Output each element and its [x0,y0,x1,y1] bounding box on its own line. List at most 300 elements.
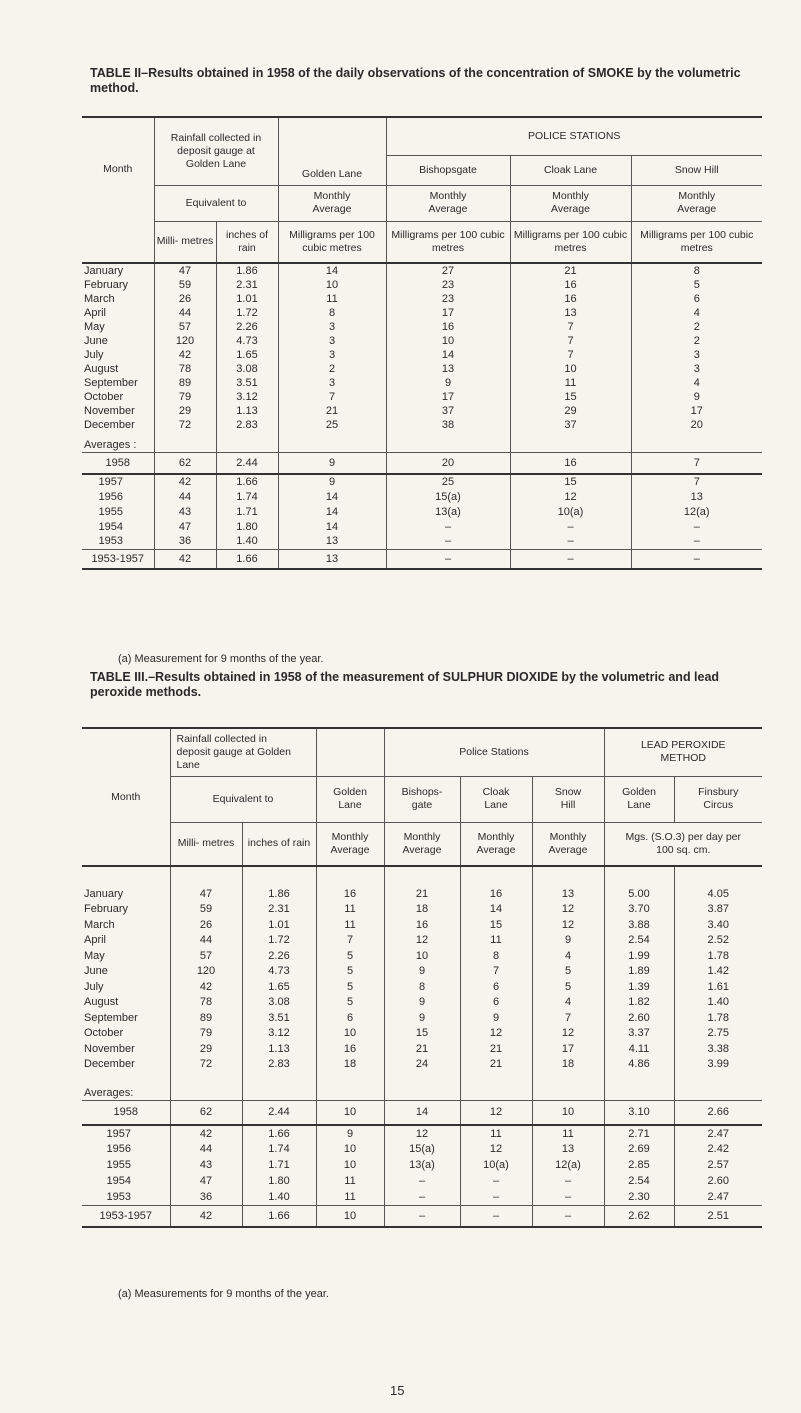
cell: 9 [316,1125,384,1141]
table2-month-rows [82,263,762,432]
cell: 13(a) [384,1157,460,1173]
cell: 9 [384,1010,460,1026]
row-label: 1957 [82,1125,170,1141]
cell: 16 [386,320,510,334]
bishopsgate-header: Bishopsgate [386,155,510,185]
table2-avg-1958 [82,452,762,474]
cell: 3.12 [216,390,278,404]
cell: 11 [316,902,384,918]
cell: 11 [316,1189,384,1205]
row-label: 1954 [82,1173,170,1189]
cell: 1.66 [242,1205,316,1227]
table3-total [82,1205,762,1227]
cell: 11 [278,292,386,306]
cell: 10 [316,1205,384,1227]
month-row [82,320,762,334]
cell: 47 [154,263,216,278]
row-label: April [82,933,170,949]
cell: 15 [384,1026,460,1042]
row-label: January [82,886,170,902]
row-label: May [82,948,170,964]
cell: 4.73 [216,334,278,348]
cl-monthly-average: Monthly Average [510,185,631,221]
cell: – [460,1189,532,1205]
cell: 5.00 [604,886,674,902]
month-row [82,348,762,362]
cell: 3 [278,320,386,334]
cell: 26 [154,292,216,306]
cell: 21 [510,263,631,278]
cell: 42 [170,1125,242,1141]
cell: 9 [278,452,386,474]
cell: 13 [278,549,386,569]
cell: 1.01 [216,292,278,306]
cell: 5 [316,995,384,1011]
row-label: 1953-1957 [82,549,154,569]
cell: 5 [316,948,384,964]
cell: 44 [170,933,242,949]
cell: 2.31 [216,278,278,292]
cell: 62 [170,1100,242,1125]
cell: 57 [154,320,216,334]
cell: 1.40 [707,996,729,1009]
cell: 9 [384,995,460,1011]
year-row [82,519,762,534]
cell: 12 [510,489,631,504]
cell: 1.71 [216,504,278,519]
cell: 89 [154,376,216,390]
cell: 17 [386,390,510,404]
cell: 13(a) [386,504,510,519]
bg-mg-header: Milligrams per 100 cubic metres [386,221,510,263]
cell: 2.31 [242,902,316,918]
t3-golden-lane-header: Golden Lane [316,776,384,822]
total-row [82,549,762,569]
cell: 1.13 [242,1041,316,1057]
t3-milli-header: Milli- metres [170,822,242,866]
cell: 9 [278,474,386,489]
cell: 25 [278,418,386,432]
bg-monthly-average: Monthly Average [386,185,510,221]
cell: 18 [384,902,460,918]
cell: 1.78 [707,949,729,962]
cell: 59 [154,278,216,292]
cell: 72 [154,418,216,432]
t3-sh-monthly: Monthly Average [532,822,604,866]
row-label: 1958 [82,1100,170,1125]
cell: 1.99 [604,948,674,964]
cell: 16 [384,917,460,933]
cell: 2.47 [707,1127,729,1140]
cell: 6 [316,1010,384,1026]
cell: 10 [316,1026,384,1042]
cell: 3.88 [604,917,674,933]
cl-mg-header: Milligrams per 100 cubic metres [510,221,631,263]
t3-bg-monthly: Monthly Average [384,822,460,866]
t3-bishopsgate-header: Bishops- gate [384,776,460,822]
row-label: January [82,263,154,278]
cell: 4 [532,995,604,1011]
row-label: 1955 [82,504,154,519]
table3 [82,727,762,1228]
cell: 16 [510,452,631,474]
year-row [82,1173,762,1189]
cell: 3.12 [242,1026,316,1042]
cell: 2 [278,362,386,376]
cell: 2.42 [707,1143,729,1155]
cell: 1.86 [242,886,316,902]
cell: 9 [532,933,604,949]
cell: 42 [170,1205,242,1227]
t3-cloak-lane-header: Cloak Lane [460,776,532,822]
cell: 7 [316,933,384,949]
cell: 5 [316,979,384,995]
month-row [82,1041,762,1057]
cell: 2 [693,321,700,333]
snow-hill-header: Snow Hill [631,155,762,185]
cell: 7 [510,334,631,348]
cell: 1.65 [242,979,316,995]
month-header-cont [82,221,154,263]
cell: – [532,1173,604,1189]
cell: 7 [510,320,631,334]
cell: 16 [316,886,384,902]
table3-year-rows [82,1125,762,1205]
cell: 3.87 [707,903,729,916]
cell: 23 [386,278,510,292]
month-row [82,334,762,348]
row-label: July [82,348,154,362]
cell: 1.71 [242,1157,316,1173]
cell: 42 [154,348,216,362]
cell: 62 [154,452,216,474]
cell: 2.44 [216,452,278,474]
cell: 12(a) [683,505,710,518]
avg-row [82,1100,762,1125]
cell: – [386,534,510,549]
row-label: June [82,334,154,348]
cell: 3.37 [604,1026,674,1042]
row-label: 1957 [82,474,154,489]
cell: 47 [170,1173,242,1189]
cell: 16 [316,1041,384,1057]
cell: 15(a) [384,1141,460,1157]
row-label: March [82,292,154,306]
cell: 2.30 [604,1189,674,1205]
cell: 1.72 [216,306,278,320]
cell: 11 [532,1125,604,1141]
cell: 8 [460,948,532,964]
cell: 1.65 [216,348,278,362]
cell: 38 [386,418,510,432]
cell: 21 [384,886,460,902]
cell: 10 [316,1100,384,1125]
row-label: August [82,995,170,1011]
cell: – [460,1205,532,1227]
sh-mg-header: Milligrams per 100 cubic metres [631,221,762,263]
cell: 1.66 [242,1125,316,1141]
year-row [82,534,762,549]
table2-title: TABLE II–Results obtained in 1958 of the daily observations of the concentration of SMOKE by the volumetric method. [90,66,741,95]
cell: 1.61 [707,980,729,993]
equivalent-header: Equivalent to [154,185,278,221]
cell: 2.47 [707,1190,729,1203]
month-row [82,1010,762,1026]
cell: 3.08 [242,995,316,1011]
cell: 4.73 [242,964,316,980]
cell: 21 [460,1041,532,1057]
cell: 12 [532,917,604,933]
cell: 2.60 [707,1175,729,1187]
cell: 1.80 [242,1173,316,1189]
cell: 36 [154,534,216,549]
t3-averages-label: Averages: [82,1072,170,1100]
cell: 89 [170,1010,242,1026]
cell: 57 [170,948,242,964]
cell: 2.83 [216,418,278,432]
sh-monthly-average: Monthly Average [677,190,717,215]
cell: 13 [510,306,631,320]
table3-month-rows [82,886,762,1072]
cell: 1.42 [707,965,729,978]
cell: 14 [384,1100,460,1125]
cell: 17 [690,405,703,417]
cell: 11 [460,933,532,949]
cell: 2.26 [242,948,316,964]
cell: 1.40 [216,534,278,549]
cell: 11 [316,1173,384,1189]
cell: 8 [384,979,460,995]
cell: 11 [510,376,631,390]
row-label: October [82,1026,170,1042]
month-row [82,948,762,964]
cell: 42 [170,979,242,995]
cloak-lane-header: Cloak Lane [510,155,631,185]
row-label: 1956 [82,1141,170,1157]
row-label: July [82,979,170,995]
cell: 21 [460,1057,532,1073]
cell: 44 [154,489,216,504]
cell: 14 [278,519,386,534]
cell: 1.72 [242,933,316,949]
row-label: March [82,917,170,933]
averages-label: Averages : [82,432,154,452]
cell: 2.54 [604,933,674,949]
cell: 23 [386,292,510,306]
cell: 17 [386,306,510,320]
t3-snow-hill-header: Snow Hill [532,776,604,822]
cell: 1.40 [242,1189,316,1205]
year-row [82,1189,762,1205]
cell: 12 [532,902,604,918]
cell: 37 [386,404,510,418]
cell: 5 [693,279,700,291]
row-label: April [82,306,154,320]
cell: 44 [154,306,216,320]
cell: 24 [384,1057,460,1073]
cell: 43 [170,1157,242,1173]
cell: 4.11 [604,1041,674,1057]
month-row [82,278,762,292]
cell: 20 [386,452,510,474]
cell: 2 [693,335,700,347]
cell: 2.71 [604,1125,674,1141]
cell: 1.74 [216,489,278,504]
cell: 5 [316,964,384,980]
cell: 1.89 [604,964,674,980]
inches-header: inches of rain [216,221,278,263]
cell: 4 [693,377,700,389]
table2-footnote: (a) Measurement for 9 months of the year. [118,653,324,665]
row-label: 1958 [82,452,154,474]
year-row [82,1125,762,1141]
cell: – [510,534,631,549]
cell: 10 [278,278,386,292]
cell: 2.85 [604,1157,674,1173]
cell: 2.52 [707,934,729,947]
cell: 3.38 [707,1042,729,1055]
cell: 13 [278,534,386,549]
row-label: December [82,418,154,432]
month-row [82,390,762,404]
t3-police-header: Police Stations [384,728,604,776]
cell: 14 [278,504,386,519]
cell: 12 [384,1125,460,1141]
t3-inches-header: inches of rain [242,822,316,866]
cell: – [460,1173,532,1189]
cell: 29 [154,404,216,418]
cell: 9 [384,964,460,980]
cell: 43 [154,504,216,519]
cell: 5 [532,979,604,995]
cell: 1.86 [216,263,278,278]
cell: – [510,519,631,534]
year-row [82,1141,762,1157]
cell: 16 [460,886,532,902]
cell: 13 [532,1141,604,1157]
cell: 15 [460,917,532,933]
month-row [82,933,762,949]
gl-monthly-average: Monthly Average [278,185,386,221]
cell: 10(a) [460,1157,532,1173]
cell: 12 [460,1026,532,1042]
cell: 12(a) [532,1157,604,1173]
cell: 7 [693,476,700,488]
cell: 59 [170,902,242,918]
cell: 2.51 [707,1209,729,1222]
cell: 9 [693,391,700,403]
avg-row [82,452,762,474]
cell: 2.26 [216,320,278,334]
month-row [82,1057,762,1073]
cell: 3.40 [707,918,729,931]
cell: 37 [510,418,631,432]
t3-finsbury-header: Finsbury Circus [698,786,739,811]
police-stations-header: POLICE STATIONS [386,117,762,155]
month-row [82,263,762,278]
row-label: May [82,320,154,334]
t3-rainfall-header: Rainfall collected in deposit gauge at Golden Lane [170,728,316,776]
cell: 1.39 [604,979,674,995]
cell: 1.13 [216,404,278,418]
cell: 10 [316,1141,384,1157]
month-row [82,376,762,390]
table2-total [82,549,762,569]
row-label: 1954 [82,519,154,534]
cell: 42 [154,474,216,489]
cell: 14 [278,489,386,504]
cell: 3.51 [242,1010,316,1026]
t3-lead-header: LEAD PEROXIDE METHOD [604,728,762,776]
row-label: 1953-1957 [82,1205,170,1227]
cell: 15 [510,474,631,489]
cell: 47 [154,519,216,534]
cell: 9 [460,1010,532,1026]
cell: 10(a) [510,504,631,519]
cell: 1.78 [707,1011,729,1024]
table3-avg-1958 [82,1100,762,1125]
cell: 21 [278,404,386,418]
cell: 3.10 [604,1100,674,1125]
cell: 26 [170,917,242,933]
cell: 42 [154,549,216,569]
cell: 10 [316,1157,384,1173]
cell: 10 [510,362,631,376]
cell: 7 [532,1010,604,1026]
cell: 3.51 [216,376,278,390]
cell: 7 [460,964,532,980]
cell: 7 [510,348,631,362]
row-label: September [82,376,154,390]
cell: 2.60 [604,1010,674,1026]
cell: 7 [693,456,700,469]
cell: 4 [693,307,700,319]
cell: 4.05 [707,887,729,900]
cell: 2.44 [242,1100,316,1125]
cell: 11 [316,917,384,933]
cell: – [532,1189,604,1205]
cell: – [386,549,510,569]
cell: 21 [384,1041,460,1057]
cell: 20 [690,419,703,431]
row-label: November [82,404,154,418]
cell: 1.74 [242,1141,316,1157]
cell: 2.57 [707,1159,729,1171]
cell: 78 [170,995,242,1011]
cell: 2.54 [604,1173,674,1189]
cell: 1.80 [216,519,278,534]
cell: 13 [532,886,604,902]
cell: 12 [460,1100,532,1125]
cell: 6 [460,979,532,995]
cell: 7 [278,390,386,404]
cell: 14 [278,263,386,278]
month-row [82,404,762,418]
month-row [82,902,762,918]
row-label: October [82,390,154,404]
cell: 120 [170,964,242,980]
cell: 13 [386,362,510,376]
cell: 44 [170,1141,242,1157]
cell: 79 [154,390,216,404]
row-label: 1953 [82,1189,170,1205]
milli-header: Milli- metres [154,221,216,263]
row-label: August [82,362,154,376]
table3-footnote: (a) Measurements for 9 months of the year. [118,1288,329,1300]
year-row [82,474,762,489]
cell: 8 [278,306,386,320]
cell: 13 [690,490,703,503]
